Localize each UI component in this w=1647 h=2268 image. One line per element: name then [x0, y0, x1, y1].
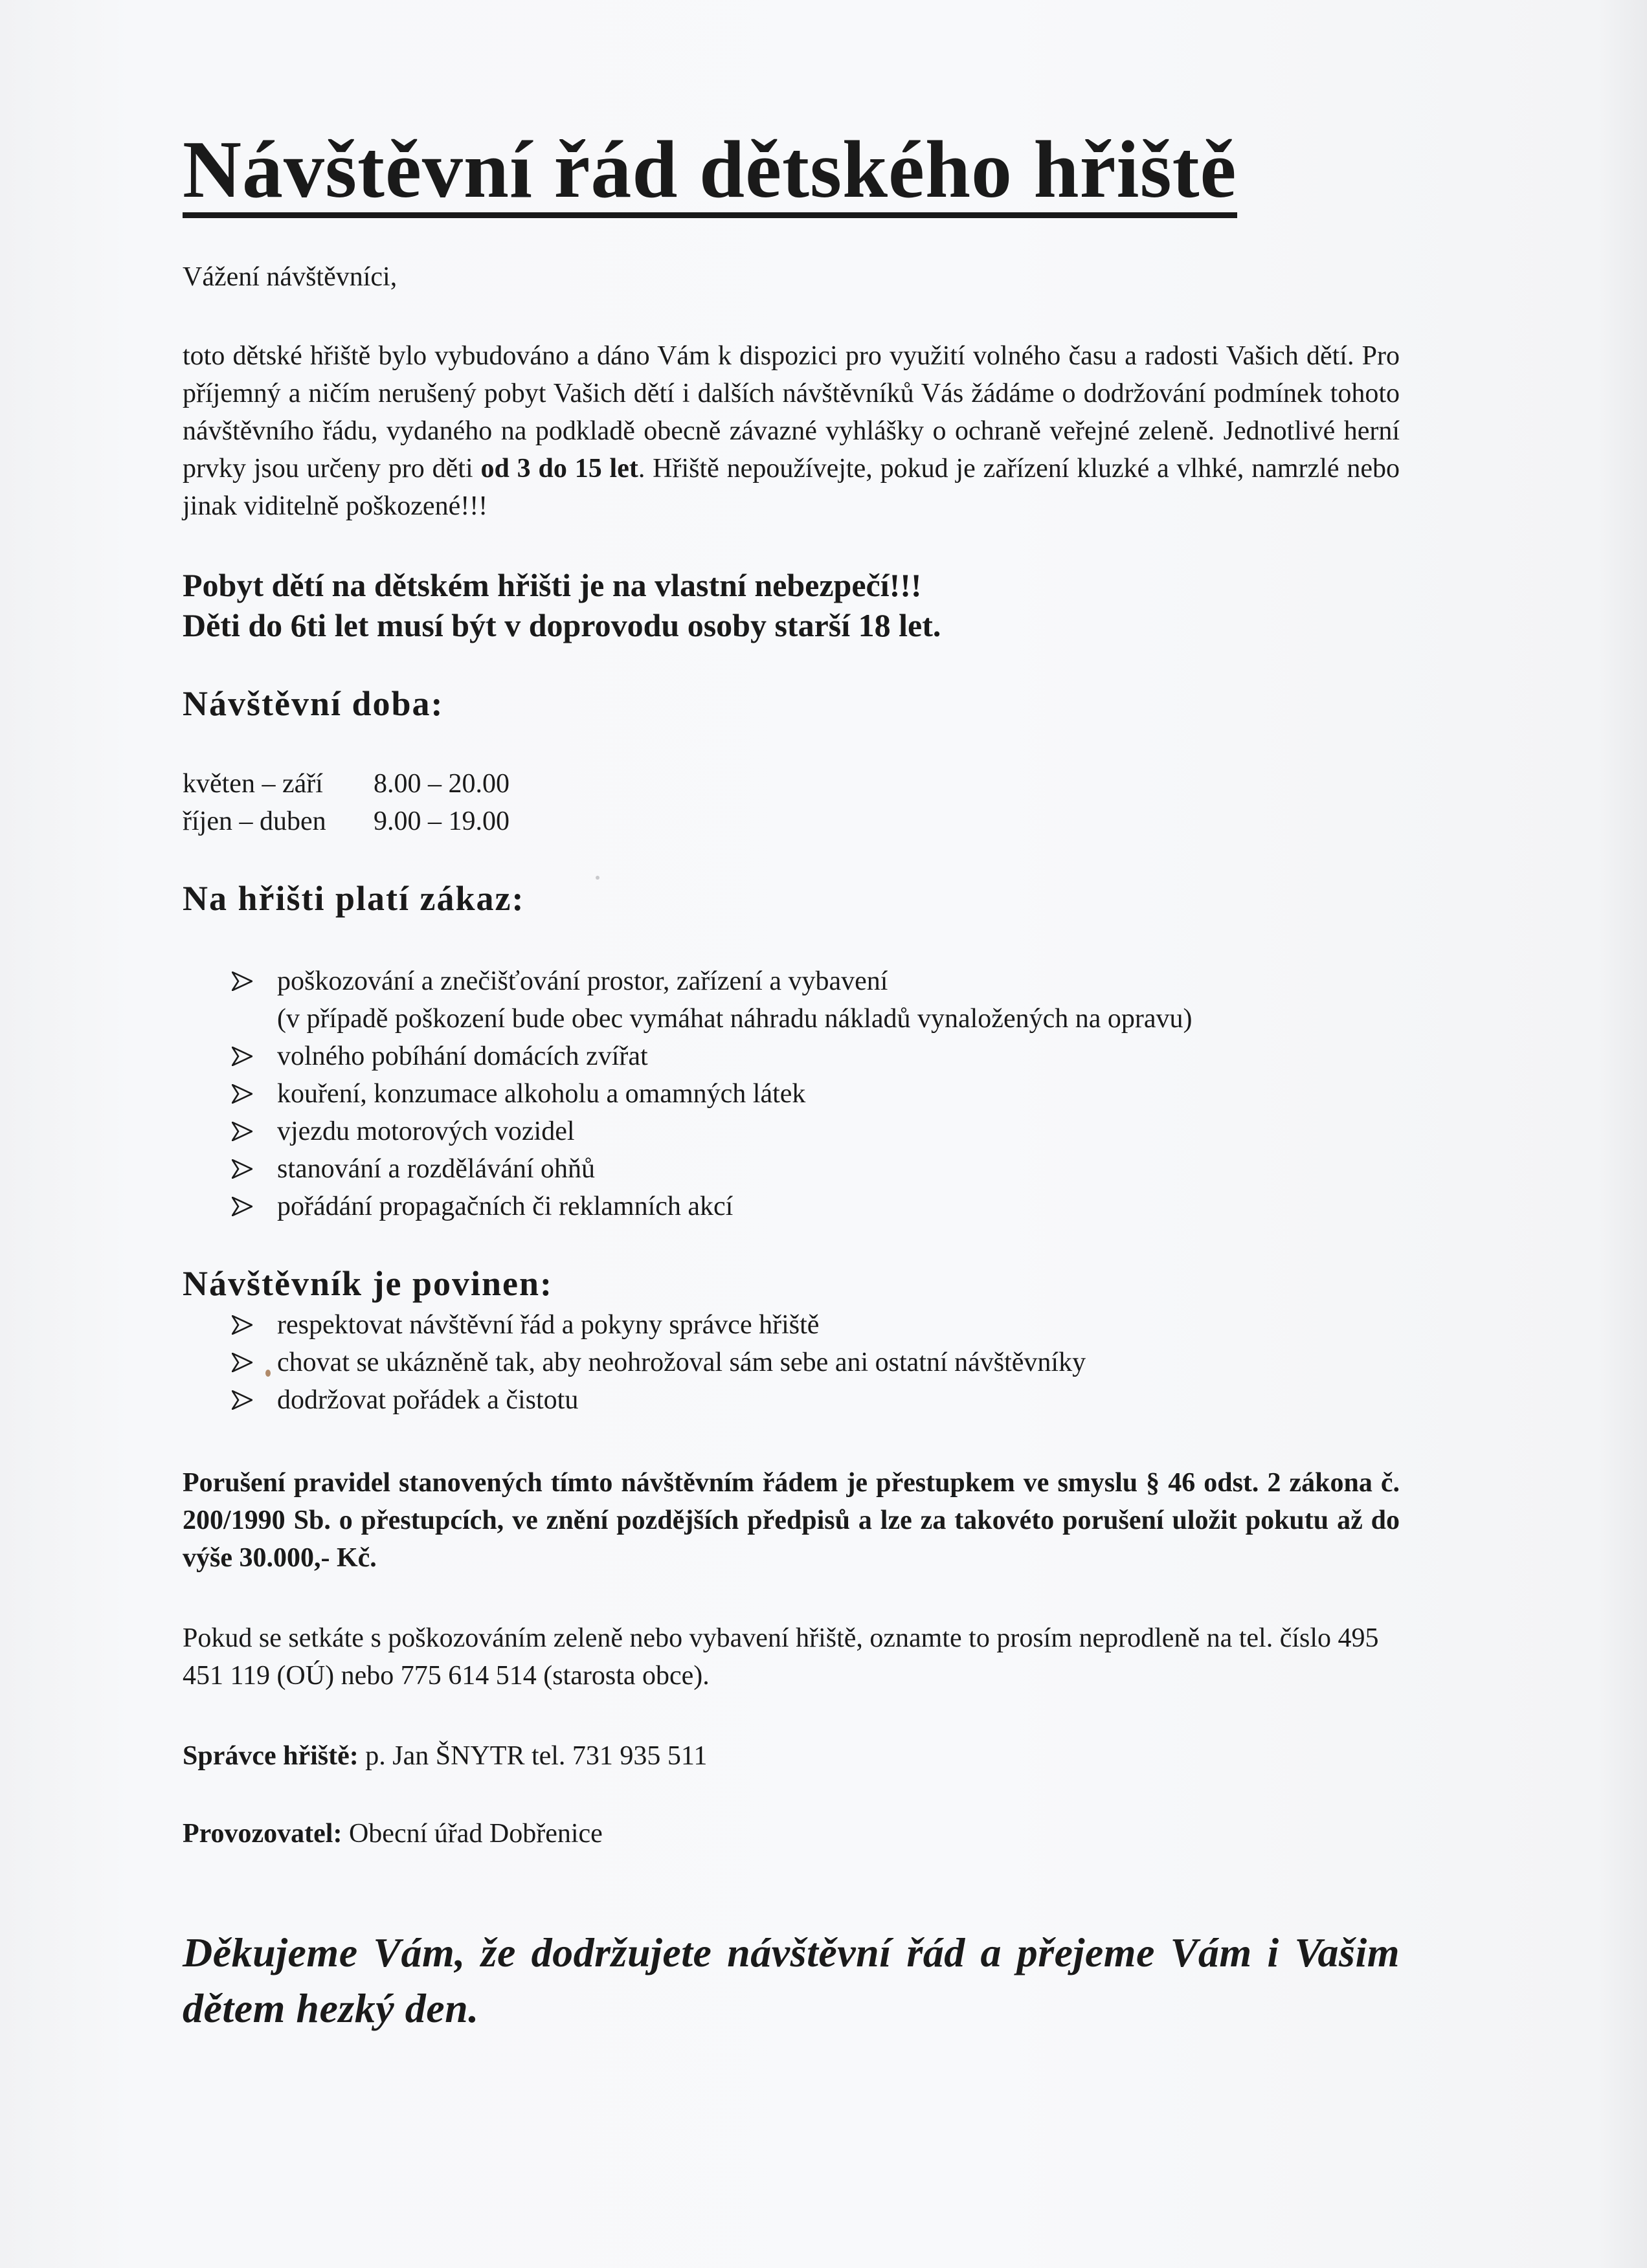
report-contact: Pokud se setkáte s poškozováním zeleně nebo vybavení hřiště, oznamte to prosím neprodleně na tel. číslo 495 451 119 (OÚ) nebo 775 614 514 (starosta obce). — [183, 1623, 1379, 1691]
list-item — [183, 1188, 1400, 1225]
duty-text: respektovat návštěvní řád a pokyny správce hřiště — [277, 1309, 820, 1340]
legal-notice: Porušení pravidel stanovených tímto návštěvním řádem je přestupkem ve smyslu § 46 odst. 2 zákona č. 200/1990 Sb. o přestupcích, ve znění pozdějších předpisů a lze za takovéto porušení uložit pokutu až do výše 30.000,- Kč. — [183, 1467, 1400, 1573]
arrowhead-bullet-icon — [232, 1197, 252, 1216]
operator-value: Obecní úřad Dobřenice — [342, 1818, 603, 1849]
hours-time: 9.00 – 19.00 — [374, 806, 510, 837]
opening-hours — [183, 765, 1400, 840]
prohibition-text: stanování a rozdělávání ohňů — [277, 1153, 595, 1184]
arrowhead-bullet-icon — [232, 1390, 252, 1410]
arrowhead-bullet-icon — [232, 1315, 252, 1335]
list-item — [183, 1381, 1400, 1419]
scan-speck — [596, 876, 599, 880]
prohibition-text: pořádání propagačních či reklamních akcí — [277, 1191, 734, 1221]
prohibition-note: (v případě poškození bude obec vymáhat náhradu nákladů vynaložených na opravu) — [277, 1003, 1193, 1034]
duties-heading: Návštěvník je povinen: — [183, 1263, 554, 1303]
administrator-label: Správce hřiště: — [183, 1740, 359, 1771]
duty-text: chovat se ukázněně tak, aby neohrožoval sám sebe ani ostatní návštěvníky — [277, 1347, 1086, 1377]
list-item — [183, 1113, 1400, 1150]
arrowhead-bullet-icon — [232, 1353, 252, 1372]
prohibition-text: poškozování a znečišťování prostor, zařízení a vybavení — [277, 966, 888, 996]
prohibition-text: volného pobíhání domácích zvířat — [277, 1041, 648, 1071]
administrator-value: p. Jan ŠNYTR tel. 731 935 511 — [358, 1740, 708, 1771]
arrowhead-bullet-icon — [232, 1084, 252, 1104]
hours-period: říjen – duben — [183, 806, 326, 837]
duties-list — [183, 1306, 1400, 1419]
prohibition-text: vjezdu motorových vozidel — [277, 1116, 575, 1146]
hours-row — [183, 803, 1400, 840]
operator-line — [183, 1815, 1400, 1852]
warning-supervision: Děti do 6ti let musí být v doprovodu osoby starší 18 let. — [183, 607, 941, 644]
hours-row — [183, 765, 1400, 803]
greeting: Vážení návštěvníci, — [183, 262, 398, 292]
list-item — [183, 1150, 1400, 1188]
list-item — [183, 1344, 1400, 1381]
arrowhead-bullet-icon — [232, 972, 252, 991]
closing-message: Děkujeme Vám, že dodržujete návštěvní řád a přejeme Vám i Vašim dětem hezký den. — [183, 1929, 1400, 2031]
duty-text: dodržovat pořádek a čistotu — [277, 1384, 579, 1415]
intro-text-start: toto dětské hřiště bylo vybudováno a dáno Vám k dispozici pro využití volného času a radosti Vašich dětí. Pro příjemný a ničím nerušený pobyt Vašich dětí i dalších návštěvníků Vás žádáme o dodržování podmínek tohoto návštěvního řádu, vydaného na podkladě obecně závazné vyhlášky o ochraně veřejné zeleně. Jednotlivé herní prvky jsou určeny pro děti — [183, 341, 1400, 484]
intro-text-end: . Hřiště nepoužívejte, pokud je zařízení kluzké a vlhké, namrzlé nebo jinak viditelně poškozené!!! — [183, 454, 1400, 522]
document-title: Návštěvní řád dětského hřiště — [183, 129, 1237, 218]
list-item — [183, 1075, 1400, 1113]
arrowhead-bullet-icon — [232, 1047, 252, 1066]
arrowhead-bullet-icon — [232, 1122, 252, 1141]
operator-label: Provozovatel: — [183, 1818, 342, 1849]
warning-block — [183, 565, 1400, 645]
scan-speck — [265, 1370, 271, 1377]
hours-period: květen – září — [183, 769, 323, 799]
hours-time: 8.00 – 20.00 — [374, 769, 510, 799]
intro-paragraph — [183, 337, 1400, 525]
arrowhead-bullet-icon — [232, 1159, 252, 1179]
document-body — [183, 125, 1400, 2036]
administrator-line — [183, 1737, 1400, 1775]
intro-age-range: od 3 do 15 let — [480, 454, 638, 484]
prohibitions-list — [183, 962, 1400, 1225]
prohibition-text: kouření, konzumace alkoholu a omamných látek — [277, 1078, 806, 1109]
opening-hours-heading: Návštěvní doba: — [183, 684, 444, 724]
list-item — [183, 1306, 1400, 1344]
prohibitions-heading: Na hřišti platí zákaz: — [183, 879, 525, 918]
warning-own-risk: Pobyt dětí na dětském hřišti je na vlastní nebezpečí!!! — [183, 567, 922, 604]
list-item — [183, 1038, 1400, 1075]
list-item — [183, 962, 1400, 1038]
